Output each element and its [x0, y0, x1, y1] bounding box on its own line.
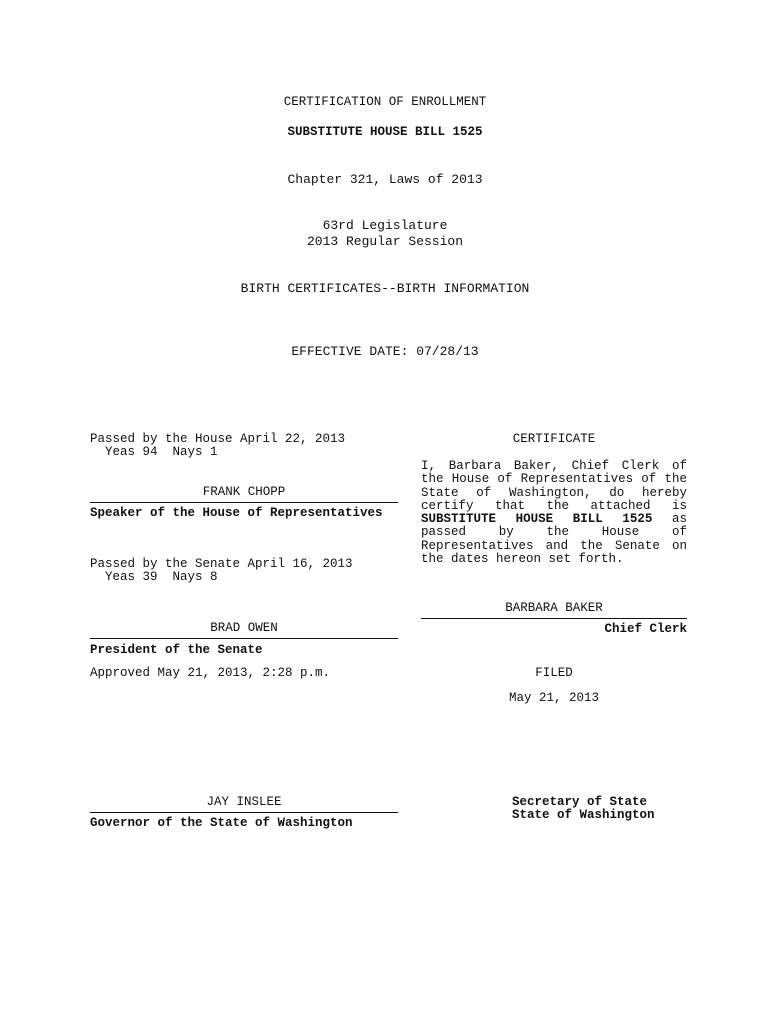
subject-line: BIRTH CERTIFICATES--BIRTH INFORMATION [240, 281, 530, 296]
secretary-title: Secretary of State [512, 795, 648, 809]
certificate-bill-name: SUBSTITUTE HOUSE BILL 1525 [421, 512, 653, 527]
clerk-signature-line [421, 618, 687, 619]
legislature-line: 63rd Legislature [322, 218, 448, 233]
clerk-title: Chief Clerk [604, 622, 687, 636]
president-signature-line [90, 638, 398, 639]
bill-title: SUBSTITUTE HOUSE BILL 1525 [287, 125, 483, 139]
certification-heading: CERTIFICATION OF ENROLLMENT [283, 95, 487, 109]
governor-name: JAY INSLEE [206, 795, 282, 809]
president-name: BRAD OWEN [210, 621, 278, 635]
speaker-signature-line [90, 502, 398, 503]
president-title: President of the Senate [90, 643, 263, 657]
governor-title: Governor of the State of Washington [90, 816, 353, 830]
certificate-text [421, 460, 687, 566]
house-passed: Passed by the House April 22, 2013 [90, 432, 346, 446]
chapter-line: Chapter 321, Laws of 2013 [287, 172, 483, 187]
filed-date: May 21, 2013 [508, 691, 599, 705]
speaker-name: FRANK CHOPP [202, 485, 286, 499]
effective-date: EFFECTIVE DATE: 07/28/13 [291, 344, 479, 359]
filed-label: FILED [535, 666, 573, 680]
clerk-name: BARBARA BAKER [505, 601, 603, 615]
secretary-state: State of Washington [512, 808, 655, 822]
governor-signature-line [90, 812, 398, 813]
senate-votes: Yeas 39 Nays 8 [105, 570, 218, 584]
certificate-text-part-2: as passed by the House of Representatives and the Senate on the dates hereon set forth. [421, 512, 687, 567]
speaker-title: Speaker of the House of Representatives [90, 506, 383, 520]
house-votes: Yeas 94 Nays 1 [105, 445, 218, 459]
certificate-text-part-1: I, Barbara Baker, Chief Clerk of the House of Representatives of the State of Washington, do hereby certify that the attached is [421, 459, 687, 513]
senate-passed: Passed by the Senate April 16, 2013 [90, 557, 353, 571]
approved-line: Approved May 21, 2013, 2:28 p.m. [90, 666, 331, 680]
certificate-heading: CERTIFICATE [512, 432, 596, 446]
session-line: 2013 Regular Session [306, 234, 464, 249]
